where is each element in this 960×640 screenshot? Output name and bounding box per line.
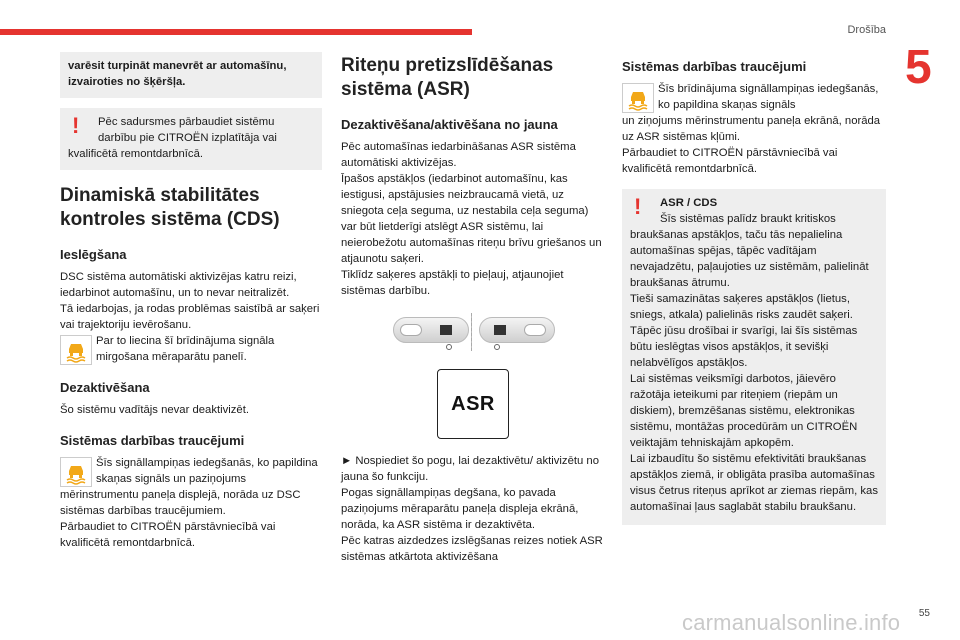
fault-text: mērinstrumentu paneļa displejā, norāda uz DSC sistēmas darbības traucējumiem. Pārbaudiet to CITROËN pārstāvniecībā vai kvalificētā remontdarbnīcā.	[60, 489, 301, 549]
steering-wheel-left-image	[393, 317, 469, 343]
disable-text: Šo sistēmu vadītājs nevar deaktivizēt.	[60, 404, 249, 416]
asr-text-1: Pēc automašīnas iedarbināšanas ASR sistēma automātiski aktivizējas. Īpašos apstākļos (iedarbinot automašīnu, kas iestigusi, apstājusies neizbraucamā vietā, uz sniegota ceļa seguma, uz nestabila ceļa seguma) var būt lietderīgi atslēgt ASR sistēmu, lai neierobežotu automašīnas riteņu brīvu griešanos un atjaunotu saķeri. Tiklīdz saķeres apstākļi to pieļauj, atjaunojiet sistēmas darbību.	[341, 141, 602, 297]
asr-fault-heading: Sistēmas darbības traucējumi	[622, 59, 807, 74]
section-title: Drošība	[847, 24, 886, 36]
column-right	[622, 52, 886, 535]
watermark: carmanualsonline.info	[682, 610, 901, 635]
lamp-row-3	[622, 81, 886, 113]
fault-heading: Sistēmas darbības traucējumi	[60, 433, 245, 448]
asr-cds-text: Šīs sistēmas palīdz braukt kritiskos braukšanas apstākļos, taču tās nepalielina automašīnas spējas, tāpēc vadītājam nevajadzētu, paļaujoties uz sistēmām, palielināt braukšanas ātrumu. Tieši samazinātas saķeres apstākļos (lietus, sniegs, atkala) palielinās risks zaudēt saķeri. Tāpēc jūsu drošībai ir svarīgi, lai šīs sistēmas būtu ieslēgtas visos apstākļos, it sevišķi nelabvēlīgos apstākļos. Lai sistēmas veiksmīgi darbotos, jāievēro ražotāja ieteikumi par riteņiem (riepām un diskiem), bremzēšanas sistēmu, elektronikas sistēmu, montāžas procedūrām un CITROËN veiktajām tehniskajām apkopēm. Lai izbaudītu šo sistēmu efektivitāti braukšanas apstākļos ziemā, ir obligāta prasība automašīnas visus četrus riteņus aprīkot ar ziemas riepām, kas automašīnai ļaus saglabāt stabilu braukšanu.	[630, 213, 878, 513]
dashboard-illustration	[341, 313, 605, 359]
warning-box	[60, 108, 322, 170]
lamp-row-1	[60, 333, 322, 365]
skid-warning-lamp-icon	[60, 457, 92, 487]
skid-warning-lamp-icon	[622, 83, 654, 113]
asr-heading: Riteņu pretizslīdēšanas sistēma (ASR)	[341, 55, 554, 100]
lamp1-text: Par to liecina šī brīdinājuma signāla mirgošana mēraparātu panelī.	[96, 335, 275, 363]
image-divider	[471, 313, 472, 351]
page-number: 55	[918, 608, 930, 619]
disable-heading: Dezaktivēšana	[60, 380, 150, 395]
asr-button[interactable]	[437, 369, 509, 439]
enable-text: DSC sistēma automātiski aktivizējas katru reizi, iedarbinot automašīnu, un to nevar neitralizēt. Tā iedarbojas, ja rodas problēmas saistībā ar saķeri vai trajektoriju ievērošanu.	[60, 271, 320, 331]
cds-heading: Dinamiskā stabilitātes kontroles sistēma (CDS)	[60, 185, 280, 230]
asr-text-2: ► Nospiediet šo pogu, lai dezaktivētu/ aktivizētu no jauna šo funkciju. Pogas signāllampiņas degšana, ko pavada paziņojums mēraparātu paneļa displeja ekrānā, norāda, ka ASR sistēma ir dezaktivēta. Pēc katras aizdedzes izslēgšanas reizes notiek ASR sistēmas atkārtota aktivizēšana	[341, 455, 603, 563]
asr-cds-title: ASR / CDS	[660, 197, 718, 209]
asr-fault-text: un ziņojums mērinstrumentu paneļa ekrānā, norāda uz ASR sistēmas kļūmi. Pārbaudiet to CITROËN pārstāvniecībā vai kvalificētā remontdarbnīcā.	[622, 115, 881, 175]
asr-cds-warning-box	[622, 189, 886, 525]
asr-button-label: ASR	[451, 392, 495, 415]
column-middle	[341, 52, 605, 565]
warning-text: Pēc sadursmes pārbaudiet sistēmu darbību pie CITROËN izplatītāja vai kvalificētā remontdarbnīcā.	[68, 116, 277, 160]
exclamation-icon: !	[634, 194, 642, 219]
steering-wheel-right-image	[479, 317, 555, 343]
chapter-number: 5	[905, 41, 932, 94]
skid-warning-lamp-icon	[60, 335, 92, 365]
exclamation-icon: !	[72, 113, 80, 138]
column-left	[60, 52, 322, 551]
lamp2-text: Šīs signāllampiņas iedegšanās, ko papildina skaņas signāls un paziņojums	[96, 457, 318, 485]
continuation-text: varēsit turpināt manevrēt ar automašīnu, izvairoties no šķēršļa.	[68, 60, 287, 88]
top-accent-bar	[0, 29, 472, 35]
lamp3-text: Šīs brīdinājuma signāllampiņas iedegšanās, ko papildina skaņas signāls	[658, 83, 879, 111]
continuation-box	[60, 52, 322, 98]
asr-button-figure	[341, 369, 605, 439]
lamp-row-2	[60, 455, 322, 487]
enable-heading: Ieslēgšana	[60, 247, 127, 262]
asr-subheading: Dezaktivēšana/aktivēšana no jauna	[341, 117, 558, 132]
